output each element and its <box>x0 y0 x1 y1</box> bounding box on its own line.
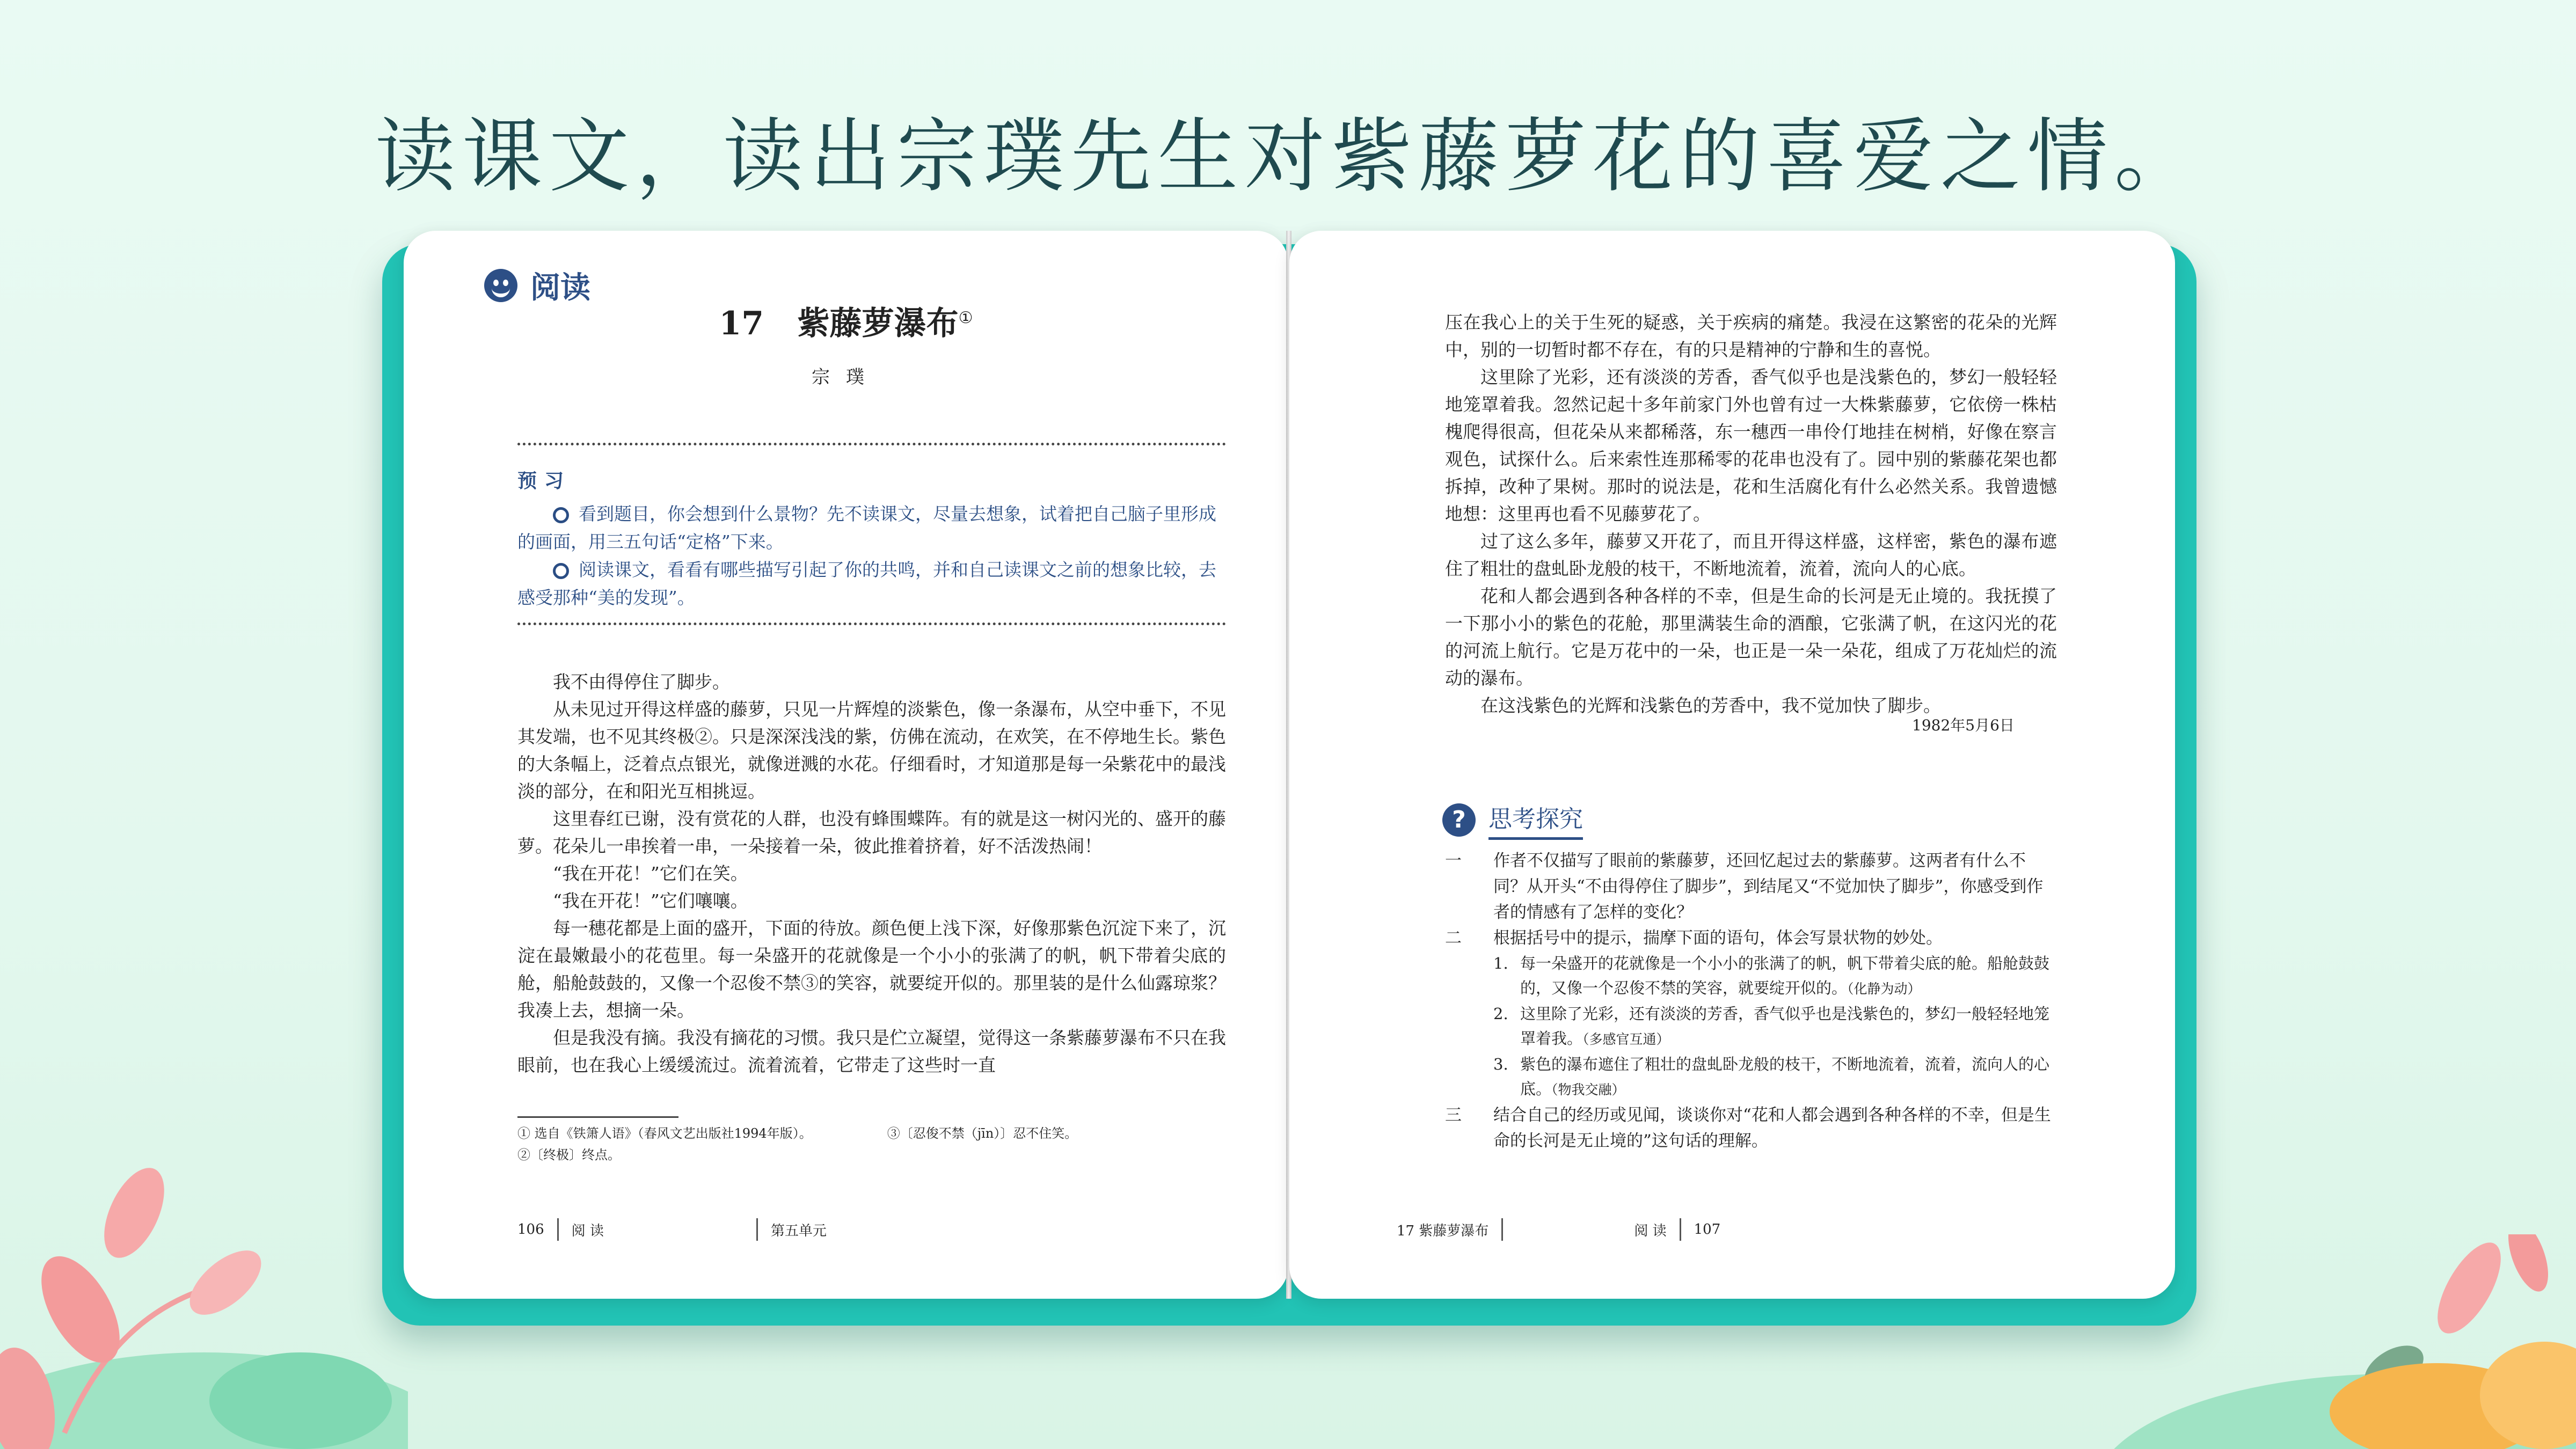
lesson-title <box>404 298 1288 344</box>
paragraph: 这里春红已谢，没有赏花的人群，也没有蜂围蝶阵。有的就是这一树闪光的、盛开的藤萝。花朵儿一串挨着一串，一朵接着一朵，彼此推着挤着，好不活泼热闹！ <box>517 808 1226 857</box>
footer-section: 阅 读 <box>1634 1223 1667 1239</box>
preview-item: 阅读课文，看看有哪些描写引起了你的共鸣，并和自己读课文之前的想象比较，去感受那种“美的发现”。 <box>517 559 1216 608</box>
question-icon: ? <box>1442 803 1476 837</box>
title-footnote-marker: ① <box>958 309 973 327</box>
footnote: ① 选自《铁箫人语》（春风文艺出版社1994年版）。 <box>517 1126 812 1141</box>
paragraph: 花和人都会遇到各种各样的不幸，但是生命的长河是无止境的。我抚摸了一下那小小的紫色的花舱，那里满装生命的酒酿，它张满了帆，在这闪光的花的河流上航行。它是万花中的一朵，也正是一朵一朵花，组成了万花灿烂的流动的瀑布。 <box>1445 586 2057 689</box>
page-number: 107 <box>1694 1221 1721 1238</box>
book-page-left <box>404 231 1288 1299</box>
think-label: 思考探究 <box>1488 800 1583 840</box>
bullet-icon <box>553 507 569 523</box>
smile-icon <box>484 269 517 302</box>
footnote-rule <box>517 1116 678 1118</box>
bullet-icon <box>553 563 569 579</box>
footnotes <box>517 1123 1226 1166</box>
paragraph: 压在我心上的关于生死的疑惑，关于疾病的痛楚。我浸在这繁密的花朵的光辉中，别的一切暂时都不存在，有的只是精神的宁静和生的喜悦。 <box>1445 312 2057 360</box>
paragraph: 但是我没有摘。我没有摘花的习惯。我只是伫立凝望，觉得这一条紫藤萝瀑布不只在我眼前，也在我心上缓缓流过。流着流着，它带走了这些时一直 <box>517 1027 1226 1075</box>
paragraph: 在这浅紫色的光辉和浅紫色的芳香中，我不觉加快了脚步。 <box>1480 695 1941 716</box>
question: 一 作者不仅描写了眼前的紫藤萝，还回忆起过去的紫藤萝。这两者有什么不同？从开头“不由得停住了脚步”，到结尾又“不觉加快了脚步”，你感受到作者的情感有了怎样的变化？ <box>1445 851 2044 922</box>
lesson-body-continued <box>1445 309 2057 719</box>
page-number: 106 <box>517 1221 544 1238</box>
preview-label: 预习 <box>517 470 572 492</box>
paragraph: 我不由得停住了脚步。 <box>553 671 730 692</box>
lesson-body <box>517 668 1226 1079</box>
paragraph: 过了这么多年，藤萝又开花了，而且开得这样盛，这样密，紫色的瀑布遮住了粗壮的盘虬卧龙般的枝干，不断地流着，流着，流向人的心底。 <box>1445 531 2057 579</box>
sub-question: 2. 这里除了光彩，还有淡淡的芳香，香气似乎也是浅紫色的，梦幻一般轻轻地笼罩着我。（多感官互通） <box>1493 1005 2050 1048</box>
footer-unit: 第五单元 <box>770 1223 827 1239</box>
preview-item: 看到题目，你会想到什么景物？先不读课文，尽量去想象，试着把自己脑子里形成的画面，用三五句话“定格”下来。 <box>517 503 1216 552</box>
page-footer <box>517 1218 827 1241</box>
divider <box>517 623 1226 625</box>
section-label: 阅读 <box>530 270 590 305</box>
footnote: ③〔忍俊不禁（jīn）〕忍不住笑。 <box>887 1126 1078 1141</box>
leaf-decoration-left <box>0 1154 408 1449</box>
think-section-header <box>1442 800 1583 840</box>
author: 宗璞 <box>812 367 880 388</box>
book-page-right <box>1289 231 2175 1299</box>
footer-section: 阅 读 <box>571 1223 604 1239</box>
lesson-title-text: 紫藤萝瀑布 <box>797 305 959 342</box>
question: 三 结合自己的经历或见闻，谈谈你对“花和人都会遇到各种各样的不幸，但是生命的长河是无止境的”这句话的理解。 <box>1445 1106 2051 1151</box>
lesson-number: 17 <box>719 305 764 342</box>
questions <box>1445 848 2057 1154</box>
page-footer <box>1397 1218 1720 1241</box>
question: 二 根据括号中的提示，揣摩下面的语句，体会写景状物的妙处。 <box>1445 928 1943 948</box>
paragraph: 这里除了光彩，还有淡淡的芳香，香气似乎也是浅紫色的，梦幻一般轻轻地笼罩着我。忽然记起十多年前家门外也曾有过一大株紫藤萝，它依傍一株枯槐爬得很高，但花朵从来都稀落，东一穗西一串伶仃地挂在树梢，好像在察言观色，试探什么。后来索性连那稀零的花串也没有了。园中别的紫藤花架也都拆掉，改种了果树。那时的说法是，花和生活腐化有什么必然关系。我曾遗憾地想：这里再也看不见藤萝花了。 <box>1445 367 2057 524</box>
sub-question: 3. 紫色的瀑布遮住了粗壮的盘虬卧龙般的枝干，不断地流着，流着，流向人的心底。（物我交融） <box>1493 1055 2050 1098</box>
date: 1982年5月6日 <box>1912 716 2015 734</box>
paragraph: “我在开花！”它们嚷嚷。 <box>553 890 748 911</box>
footnote: ②〔终极〕终点。 <box>517 1147 621 1162</box>
slide-title: 读课文，读出宗璞先生对紫藤萝花的喜爱之情。 <box>375 110 2201 203</box>
footer-lesson: 17 紫藤萝瀑布 <box>1397 1223 1489 1239</box>
paragraph: 每一穗花都是上面的盛开，下面的待放。颜色便上浅下深，好像那紫色沉淀下来了，沉淀在最嫩最小的花苞里。每一朵盛开的花就像是一个小小的张满了的帆，帆下带着尖底的舱，船舱鼓鼓的，又像一个忍俊不禁③的笑容，就要绽开似的。那里装的是什么仙露琼浆？我凑上去，想摘一朵。 <box>517 918 1226 1021</box>
paragraph: 从未见过开得这样盛的藤萝，只见一片辉煌的淡紫色，像一条瀑布，从空中垂下，不见其发端，也不见其终极②。只是深深浅浅的紫，仿佛在流动，在欢笑，在不停地生长。紫色的大条幅上，泛着点点银光，就像迸溅的水花。仔细看时，才知道那是每一朵紫花中的最浅淡的部分，在和阳光互相挑逗。 <box>517 699 1226 802</box>
preview-box <box>517 467 1226 612</box>
sub-question: 1. 每一朵盛开的花就像是一个小小的张满了的帆，帆下带着尖底的舱。船舱鼓鼓的，又像一个忍俊不禁的笑容，就要绽开似的。（化静为动） <box>1493 954 2050 997</box>
paragraph: “我在开花！”它们在笑。 <box>553 863 748 884</box>
divider <box>517 443 1226 445</box>
